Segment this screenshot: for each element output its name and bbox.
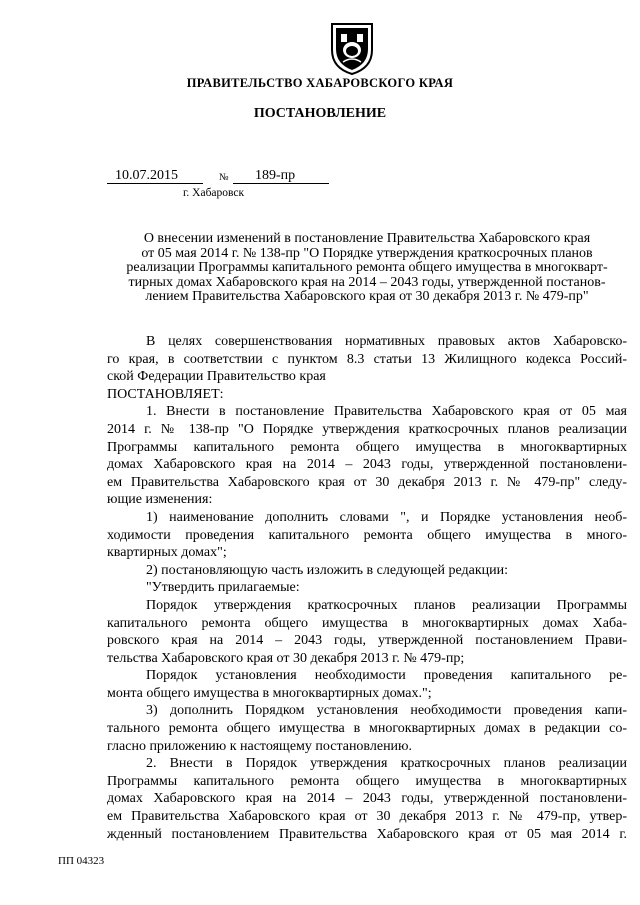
- body-line: тального ремонта общего имущества в многоквартирных домах в редакции со-: [107, 721, 627, 737]
- body-line: ской Федерации Правительство края: [107, 369, 326, 385]
- document-type: ПОСТАНОВЛЕНИЕ: [253, 106, 387, 121]
- body-line: 2. Внести в Порядок утверждения краткосрочных планов реализации: [146, 756, 627, 772]
- body-line: Порядок утверждения краткосрочных планов реализации Программы: [146, 597, 627, 613]
- body-line: 2) постановляющую часть изложить в следующей редакции:: [146, 562, 509, 578]
- body-line: го края, в соответствии с пунктом 8.3 статьи 13 Жилищного кодекса Россий-: [107, 351, 627, 367]
- document-date: 10.07.2015: [107, 168, 203, 184]
- body-line: 1. Внести в постановление Правительства Хабаровского края от 05 мая: [146, 404, 627, 420]
- body-line: жденный постановлением Правительства Хабаровского края от 05 мая 2014 г.: [107, 826, 627, 842]
- body-line: В целях совершенствования нормативных правовых актов Хабаровско-: [146, 334, 627, 349]
- body-line: квартирных домах";: [107, 545, 227, 561]
- title-line: от 05 мая 2014 г. № 138-пр "О Порядке утверждения краткосрочных планов: [141, 245, 593, 261]
- body-line: монта общего имущества в многоквартирных домах.";: [107, 685, 432, 701]
- body-line: тельства Хабаровского края от 30 декабря 2013 г. № 479-пр;: [107, 650, 465, 666]
- body-line: домах Хабаровского края на 2014 – 2043 годы, утвержденной постановлени-: [107, 791, 627, 807]
- government-name: ПРАВИТЕЛЬСТВО ХАБАРОВСКОГО КРАЯ: [186, 76, 454, 90]
- footer-code: ПП 04323: [58, 855, 105, 867]
- body-line: домах Хабаровского края на 2014 – 2043 годы, утвержденной постановлени-: [107, 457, 627, 473]
- body-line: "Утвердить прилагаемые:: [146, 580, 300, 596]
- title-line: О внесении изменений в постановление Правительства Хабаровского края: [143, 231, 591, 246]
- title-line: лением Правительства Хабаровского края от 30 декабря 2013 г. № 479-пр": [145, 289, 589, 305]
- body-line: 3) дополнить Порядком установления необходимости проведения капи-: [146, 703, 627, 719]
- body-line: Программы капитального ремонта общего имущества в многоквартирных: [107, 773, 627, 789]
- body-line: ем Правительства Хабаровского края от 30 декабря 2013 г. № 479-пр" следу-: [107, 474, 627, 490]
- city-label: г. Хабаровск: [183, 187, 245, 199]
- document-body: [107, 333, 627, 843]
- document-number: 189-пр: [233, 168, 329, 184]
- body-line: ем Правительства Хабаровского края от 30 декабря 2013 г. № 479-пр, утвер-: [107, 809, 627, 825]
- coat-of-arms-icon: [329, 20, 375, 76]
- body-line: ПОСТАНОВЛЯЕТ:: [107, 386, 224, 402]
- title-line: реализации Программы капитального ремонта общего имущества в многокварт-: [126, 260, 608, 276]
- body-line: ющие изменения:: [107, 492, 213, 508]
- body-line: капитального ремонта общего имущества в многоквартирных домах Хаба-: [107, 615, 627, 631]
- title-line: тирных домах Хабаровского края на 2014 – 2043 годы, утвержденной постанов-: [128, 274, 606, 290]
- document-title: [107, 232, 627, 305]
- body-line: ровского края на 2014 – 2043 годы, утвержденной постановлением Прави-: [107, 633, 627, 649]
- number-sign: №: [219, 172, 229, 183]
- body-line: 1) наименование дополнить словами ", и Порядке установления необ-: [146, 509, 627, 525]
- body-line: ходимости проведения капитального ремонта общего имущества в много-: [107, 527, 627, 543]
- body-line: Программы капитального ремонта общего имущества в многоквартирных: [107, 439, 627, 455]
- body-line: 2014 г. № 138-пр "О Порядке утверждения краткосрочных планов реализации: [107, 421, 627, 437]
- body-line: Порядок установления необходимости проведения капитального ре-: [146, 668, 627, 684]
- body-line: гласно приложению к настоящему постановлению.: [107, 738, 413, 754]
